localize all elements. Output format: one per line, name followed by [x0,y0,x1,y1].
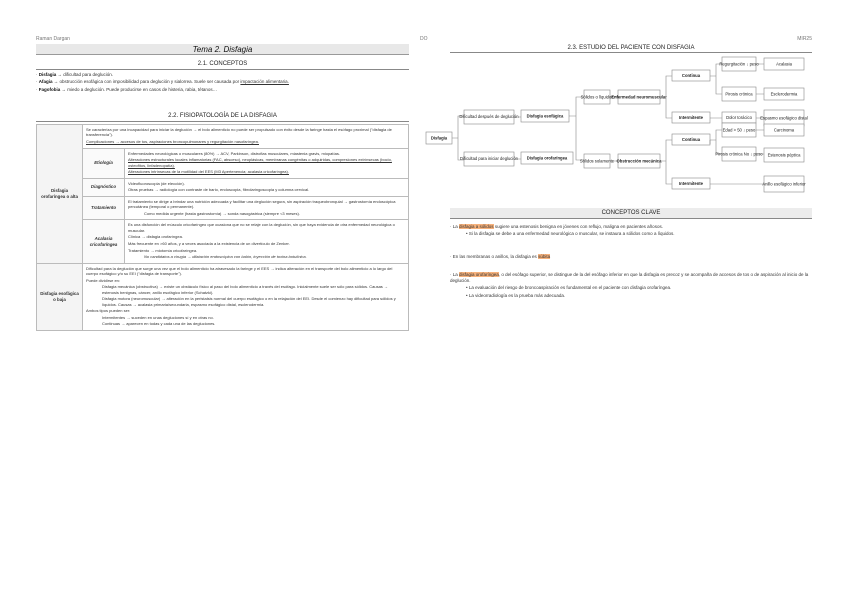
node-intermitente-label: Intermitente [679,115,703,120]
node-pirosis2-label: Pirosis crónica No ↓ peso [715,151,763,157]
diagnostico-label: Diagnóstico [83,178,125,196]
chapter-title: Tema 2. Disfagia [36,44,409,55]
cat-alta: Disfagia orofaríngea o alta [37,125,83,264]
etiologia-label: Etiología [83,148,125,178]
acalasia-label: Acalasia cricofaríngea [83,220,125,263]
node-orofaringea-label: Disfagia orofaríngea [526,155,568,161]
node-obstruccion-label: Obstrucción mecánica [616,158,662,164]
diagnostico-cell: Videofluoroscopia (de elección). Otras pruebas → radiología con contraste de bario, endoscopia, fibrolaringoscopia y columna cervical. [125,178,409,196]
section-fisiopatologia-title: 2.2. FISIOPATOLOGÍA DE LA DISFAGIA [36,112,409,122]
node-escleroderma-label: Esclerodermia [770,91,798,97]
clave-p3: · La disfagia orofaríngea, o del esófago superior, se distingue de la del esófago inferior en que la disfagia es precoz y se acompaña de accesos de tos o de aspiración al inicio de la deglución. • La evaluación del riesgo de broncoaspiración es fundamental en el paciente con disfagia orofaríngea. • La videorradiología es la prueba más adecuada. [450,272,809,298]
node-estenosis-label: Estenosis péptica [767,152,801,158]
etiologia-cell: Enfermedades neurológicas o musculares (80%) → ACV, Parkinson, distrofias musculares, miastenia gravis, miopatías. Alteraciones estructurales locales inflamatorias (FAC, absceso), neoplásicas, membranas congénitas o adquiridas, compresiones extrínsecas (bocio, osteofitos, linfadenopatía). Alteraciones intrínsecas de la motilidad del EES (M3 Apertenencia; acalasia cricofaríngea). [125,148,409,178]
section-estudio-title: 2.3. ESTUDIO DEL PACIENTE CON DISFAGIA [450,44,812,53]
node-root-label: Disfagia [430,135,448,141]
highlight-subita: súbita [538,254,551,259]
node-pirosis-label: Pirosis crónica [725,91,753,97]
concepto-item: · Afagia → obstrucción esofágica con imposibilidad para deglución y sialorrea. Suele ser causada por impactación alimentaria. [36,79,289,85]
cat-baja: Disfagia esofágica o baja [37,263,83,330]
node-d1-label: Dificultad después de deglución [459,114,519,119]
node-carcinoma-label: Carcinoma [773,127,795,133]
baja-cell: Dificultad para la deglución que surge una vez que el bolo alimenticio ha atravesado la faringe y el EES → indica alteración en el transporte del bolo alimenticio a lo largo del cuerpo esofágico y/o su EEI ("disfagia de transporte"). Puede dividirse en: Disfagia mecánica (obstructiva) → existe un obstáculo físico al paso del bolo alimenticio a través del esófago. Inicialmente suele ser sólo para sólidos. Causas → estenosis benignas, cáncer, anillo esofágico inferior (Schatzki). Disfagia motora (neuromuscular) → alteración en la peristalsis normal del cuerpo esofágico o en la relajación del EEI. Desde el comienzo hay dificultad para sólidos y líquidos. Causas → acalasia primaria/secundaria, espasmo esofágico distal, esclerodermia. Ambos tipos pueden ser: Intermitentes → suceden en unas degluciones sí y en otras no. Continuas → aparecen en todas y cada una de las degluciones. [83,263,409,330]
concepto-item: · Disfagia → dificultad para deglución. [36,72,114,77]
node-regurg-label: Regurgitación ↓ peso [719,61,759,67]
node-solidos-liquidos-label: Sólidos o líquidos [580,94,614,100]
node-dolor-label: Dolor torácico [726,115,752,120]
node-solidos-solamente-label: Sólidos solamente [579,158,615,164]
node-d2-label: Dificultad para iniciar deglución [460,156,518,161]
node-neuromuscular-label: Enfermedad neuromuscular [611,94,667,100]
node-esofagica-label: Disfagia esofágica [526,113,564,119]
alta-intro-cell: Se caracteriza por una incapacidad para iniciar la deglución → el bolo alimenticio no puede ser propulsado con éxito desde la faringe hasta el esófago proximal ("disfagia de transferencia"). Complicaciones → accesos de tos, aspiraciones broncopulmonares y regurgitación nasofaríngea. [83,125,409,149]
clave-title: CONCEPTOS CLAVE [450,208,812,219]
fisiopatologia-table [36,124,409,331]
page-mark-left: DO [420,36,428,42]
disfagia-flowchart [424,52,848,202]
conceptos-list [36,72,409,94]
node-intermitente2-label: Intermitente [679,181,703,186]
node-anillo-label: Anillo esofágico inferior [762,181,806,187]
node-continua-label: Continua [681,73,701,78]
highlight-solidos: disfagia a sólidos [459,224,494,229]
acalasia-cell: Es una disfunción del músculo cricofaríngeo que ocasiona que no se relaje con la deglución, sin que haya evidencia de otra enfermedad neurológica o muscular. Clínica → disfagia orofaríngea. Más frecuente en >60 años, y a veces asociada a la existencia de un divertículo de Zenker. Tratamiento → miotomía cricofaríngea. No candidatos a cirugía → dilatación endoscópica con balón, inyección de toxina botulínica. [125,220,409,263]
concepto-item: · Fagofobia → miedo a deglución. Puede producirse en casos de histeria, rabia, tétanos… [36,86,218,92]
author-header: Raman Dargan [36,36,70,42]
page-mark-right: MIR25 [797,36,812,42]
highlight-orofaringea: disfagia orofaríngea [459,272,499,277]
node-acalasia-label: Acalasia [776,61,792,67]
node-espasmo-label: Espasmo esofágico distal [760,115,808,121]
clave-p1: · La disfagia a sólidos sugiere una estenosis benigna en jóvenes con reflujo, maligna en pacientes añosos. • Si la disfagia se debe a una enfermedad neurológica o muscular, se instaura a sólidos como a líquidos. [450,224,675,237]
tratamiento-label: Tratamiento [83,196,125,220]
section-conceptos-title: 2.1. CONCEPTOS [36,60,409,70]
node-edad-label: Edad > 50 ↓ peso [722,127,756,133]
node-continua2-label: Continua [681,137,701,142]
clave-p2: · En las membranas o anillos, la disfagia es súbita [450,254,551,259]
tratamiento-cell: El tratamiento se dirige a brindar una nutrición adecuada y facilitar una deglución segura, sin aspiración traqueobronquial → gastrostomía endoscópica percutánea (temporal o permanente). Como medida urgente (hasta gastrostomía) → sonda nasogástrica (siempre <3 meses). [125,196,409,220]
